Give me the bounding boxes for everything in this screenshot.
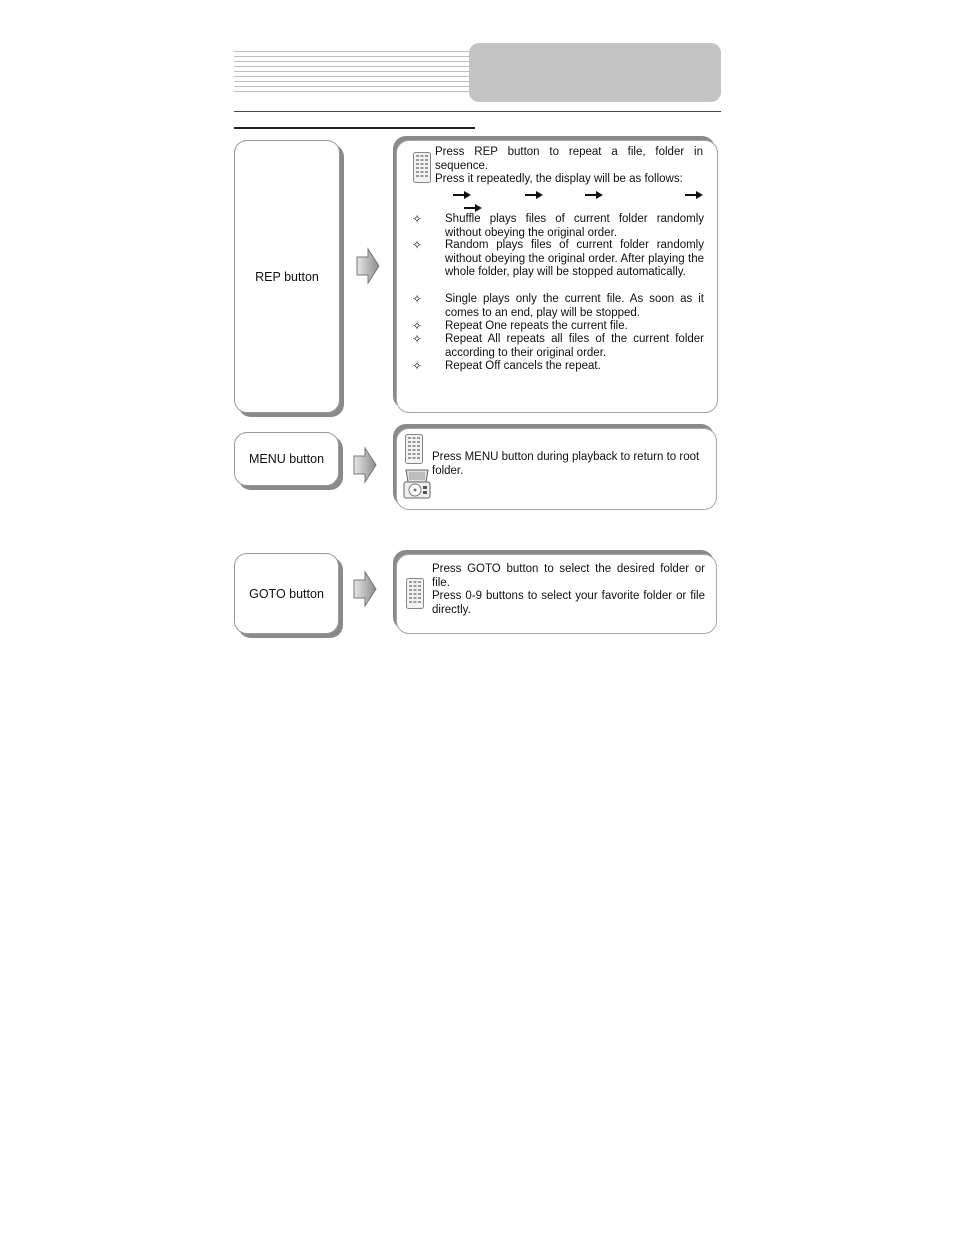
sequence-arrow-icon <box>464 204 482 212</box>
remote-control-icon <box>413 152 431 183</box>
portable-dvd-player-icon <box>403 468 431 500</box>
header-tab <box>469 43 721 102</box>
header-stripe <box>234 71 474 72</box>
star-bullet-icon: ✧ <box>412 238 423 252</box>
sequence-arrow-icon <box>585 191 603 199</box>
list-item <box>412 239 704 293</box>
star-bullet-icon: ✧ <box>412 212 423 226</box>
sequence-arrow-icon <box>453 191 471 199</box>
rep-intro2-text: Press it repeatedly, the display will be as follows: <box>435 173 683 185</box>
bullet-text: Shuffle plays files of current folder randomly without obeying the original order. <box>445 213 704 239</box>
header-stripe <box>234 51 474 52</box>
bullet-text: Repeat Off cancels the repeat. <box>445 360 601 372</box>
header-stripe <box>234 56 474 57</box>
rep-button-label-box <box>234 140 340 413</box>
section-underline <box>234 127 475 129</box>
star-bullet-icon: ✧ <box>412 332 423 346</box>
header-stripe <box>234 91 474 92</box>
list-item <box>412 213 704 240</box>
goto-button-label-box <box>234 553 339 634</box>
goto-button-label: GOTO button <box>249 586 324 601</box>
menu-button-label-box <box>234 432 339 486</box>
remote-control-icon <box>406 578 424 609</box>
rep-intro-text: Press REP button to repeat a file, folder in sequence. <box>435 146 703 172</box>
sequence-arrow-icon <box>525 191 543 199</box>
star-bullet-icon: ✧ <box>412 359 423 373</box>
list-item <box>412 360 704 374</box>
arrow-right-icon <box>353 570 377 608</box>
goto-text-1: Press GOTO button to select the desired folder or file. <box>432 563 705 589</box>
rep-button-label: REP button <box>255 269 319 284</box>
sequence-arrow-icon <box>685 191 703 199</box>
arrow-right-icon <box>353 446 377 484</box>
star-bullet-icon: ✧ <box>412 319 423 333</box>
bullet-text: Random plays files of current folder randomly without obeying the original order. After playing the whole folder, play will be stopped automatically. <box>445 239 704 278</box>
header-stripe <box>234 66 474 67</box>
list-item <box>412 293 704 320</box>
header-rule <box>234 111 721 112</box>
star-bullet-icon: ✧ <box>412 292 423 306</box>
bullet-text: Single plays only the current file. As soon as it comes to an end, play will be stopped. <box>445 293 704 319</box>
remote-control-icon <box>405 434 423 464</box>
header-stripe <box>234 61 474 62</box>
list-item <box>412 320 704 334</box>
menu-text: Press MENU button during playback to return to root folder. <box>432 451 700 477</box>
header-stripe <box>234 76 474 77</box>
bullet-text: Repeat All repeats all files of the current folder according to their original order. <box>445 333 704 359</box>
list-item <box>412 333 704 360</box>
header-stripe <box>234 81 474 82</box>
menu-button-label: MENU button <box>248 452 325 466</box>
bullet-text: Repeat One repeats the current file. <box>445 320 628 332</box>
goto-text-2: Press 0-9 buttons to select your favorite folder or file directly. <box>432 590 705 616</box>
arrow-right-icon <box>356 247 380 285</box>
header-stripe <box>234 86 474 87</box>
